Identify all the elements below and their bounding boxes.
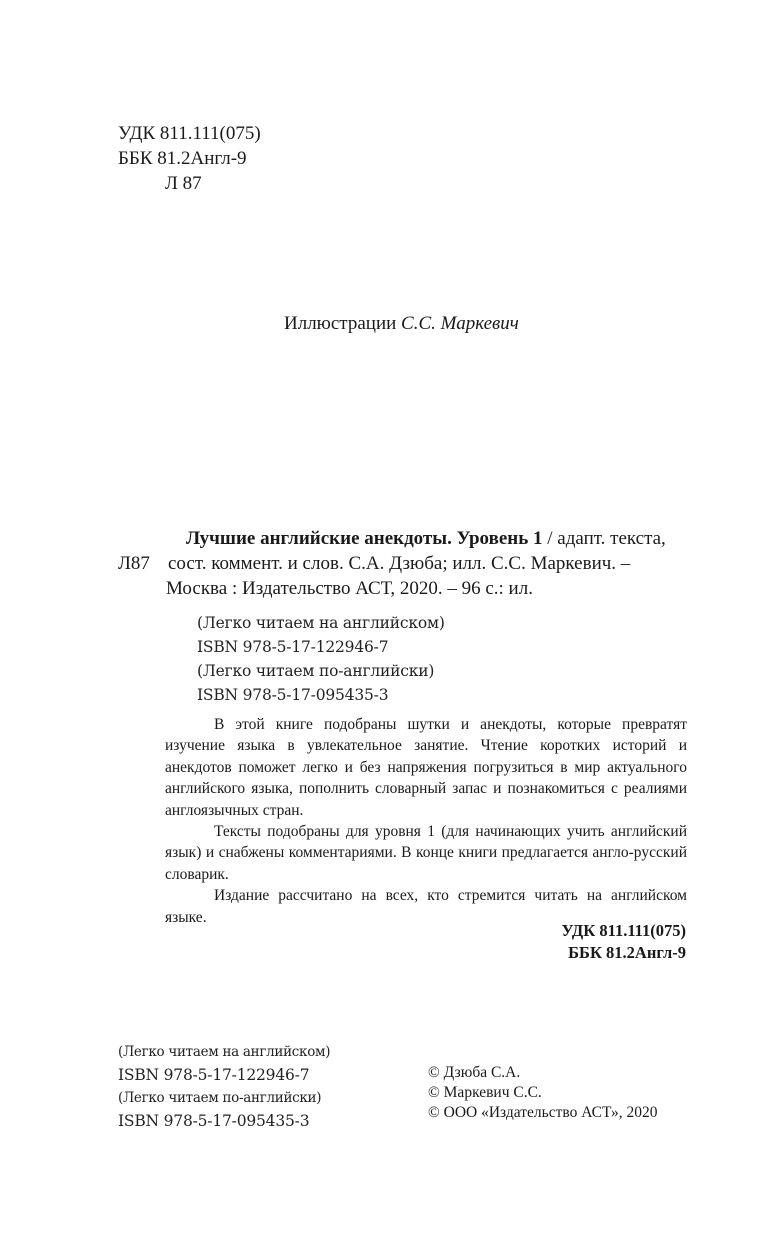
udk-code-top: УДК 811.111(075) <box>118 123 261 144</box>
book-title-tail: / адапт. текста, <box>542 528 666 549</box>
book-title: Лучшие английские анекдоты. Уровень 1 <box>186 528 543 549</box>
illustrator-name: С.С. Маркевич <box>401 313 519 334</box>
copyright-line: © Дзюба С.А. <box>428 1064 521 1081</box>
illustrations-credit <box>284 311 519 336</box>
isbn-number: ISBN 978-5-17-122946-7 <box>197 638 389 656</box>
annotation-paragraph: Тексты подобраны для уровня 1 (для начинающих учить английский язык) и снабжены комментариями. В конце книги предлагается англо-русский словарик. <box>165 823 687 883</box>
bbk-code-top: ББК 81.2Англ-9 <box>118 148 247 169</box>
copyright-line: © Маркевич С.С. <box>428 1084 542 1101</box>
isbn-number: ISBN 978-5-17-095435-3 <box>118 1112 310 1130</box>
bibliographic-title-line <box>186 526 688 551</box>
series-name: (Легко читаем на английском) <box>118 1044 331 1060</box>
series-name: (Легко читаем на английском) <box>197 614 445 632</box>
annotation <box>165 714 687 928</box>
author-mark-top: Л 87 <box>165 173 202 194</box>
illustrations-label: Иллюстрации <box>284 313 397 334</box>
udk-code-bottom: УДК 811.111(075) <box>561 921 686 940</box>
annotation-paragraph: Издание рассчитано на всех, кто стремится читать на английском языке. <box>165 887 687 926</box>
copyright-line: © ООО «Издательство АСТ», 2020 <box>428 1104 658 1121</box>
isbn-number: ISBN 978-5-17-095435-3 <box>197 686 389 704</box>
isbn-number: ISBN 978-5-17-122946-7 <box>118 1066 310 1084</box>
footer-codes <box>561 920 686 964</box>
bibliographic-line-2: сост. коммент. и слов. С.А. Дзюба; илл. С.С. Маркевич. – <box>168 553 631 574</box>
series-name: (Легко читаем по-английски) <box>118 1090 322 1106</box>
annotation-paragraph: В этой книге подобраны шутки и анекдоты, которые превратят изучение языка в увлекательное занятие. Чтение коротких историй и анекдотов поможет легко и без напряжения погрузиться в мир актуального английского языка, пополнить словарный запас и познакомиться с реалиями англоязычных стран. <box>165 716 687 819</box>
series-isbn-block <box>197 611 445 707</box>
bbk-code-bottom: ББК 81.2Англ-9 <box>568 943 686 962</box>
series-name: (Легко читаем по-английски) <box>197 662 435 680</box>
copyright-block <box>428 1063 658 1123</box>
bibliographic-line-3: Москва : Издательство АСТ, 2020. – 96 с.: ил. <box>166 578 533 599</box>
bibliographic-mark: Л87 <box>118 553 150 574</box>
bottom-isbn-block <box>118 1041 330 1133</box>
